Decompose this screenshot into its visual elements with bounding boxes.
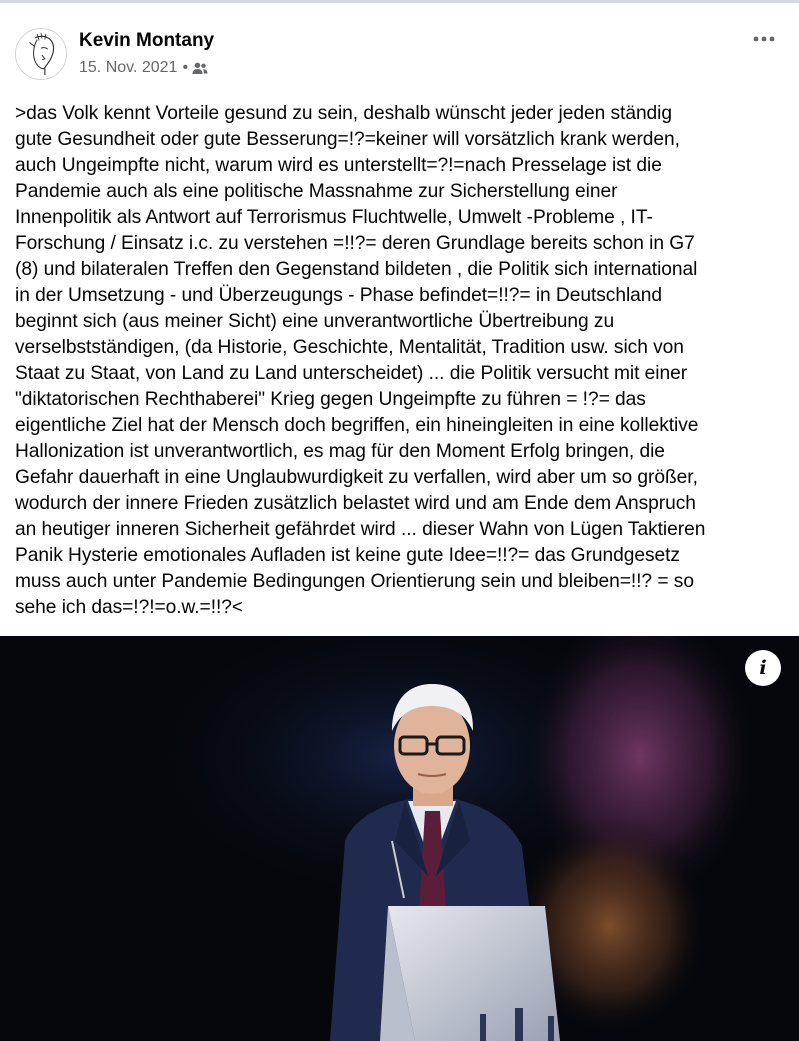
meta-separator: • [182, 59, 189, 76]
more-icon [753, 36, 775, 42]
info-button[interactable] [745, 650, 781, 686]
more-options-button[interactable] [748, 28, 780, 50]
post-meta [79, 58, 208, 78]
post-photo[interactable] [0, 636, 799, 1041]
friends-icon[interactable] [192, 62, 208, 75]
post-text: >das Volk kennt Vorteile gesund zu sein, deshalb wünscht jeder jeden ständig gute Gesundheit oder gute Besserung=!?=keiner will vorsätzlich krank werden, auch Ungeimpfte nicht, warum wird es unterstellt=?!=nach Presselage ist die Pandemie auch als eine politische Massnahme zur Sicherstellung einer Innenpolitik als Antwort auf Terrorismus Fluchtwelle, Umwelt -Probleme , IT- Forschung / Einsatz i.c. zu verstehen =!!?= deren Grundlage bereits schon in G7 (8) und bilateralen Treffen den Gegenstand bildeten , die Politik sich international in der Umsetzung - und Überzeugungs - Phase befindet=!!?= in Deutschland beginnt sich (aus meiner Sicht) eine unverantwortliche Übertreibung zu verselbstständigen, (da Historie, Geschichte, Mentalität, Tradition usw. sich von Staat zu Staat, von Land zu Land unterscheidet) ... die Politik versucht mit einer "diktatorischen Rechthaberei" Krieg gegen Ungeimpfte zu führen = !?= das eigentliche Ziel hat der Mensch doch begriffen, ein hineingleiten in eine kollektive Hallonization ist unverantwortlich, es mag für den Moment Erfolg bringen, die Gefahr dauerhaft in eine Unglaubwurdigkeit zu verfallen, wird aber um so größer, wodurch der innere Frieden zusätzlich belastet wird und am Ende dem Anspruch an heutiger inneren Sicherheit gefährdet wird ... dieser Wahn von Lügen Taktieren Panik Hysterie emotionales Aufladen ist keine gute Idee=!!?= das Grundgesetz muss auch unter Pandemie Bedingungen Orientierung sein und bleiben=!!? = so sehe ich das=!?!=o.w.=!!?< [15, 103, 706, 618]
avatar-sketch-icon [16, 29, 66, 79]
info-icon: i [759, 657, 767, 679]
avatar[interactable] [15, 28, 67, 80]
author-name[interactable]: Kevin Montany [79, 30, 215, 51]
post-date[interactable]: 15. Nov. 2021 [79, 59, 178, 76]
divider [0, 0, 799, 3]
photo-speaker-at-podium [0, 636, 799, 1041]
